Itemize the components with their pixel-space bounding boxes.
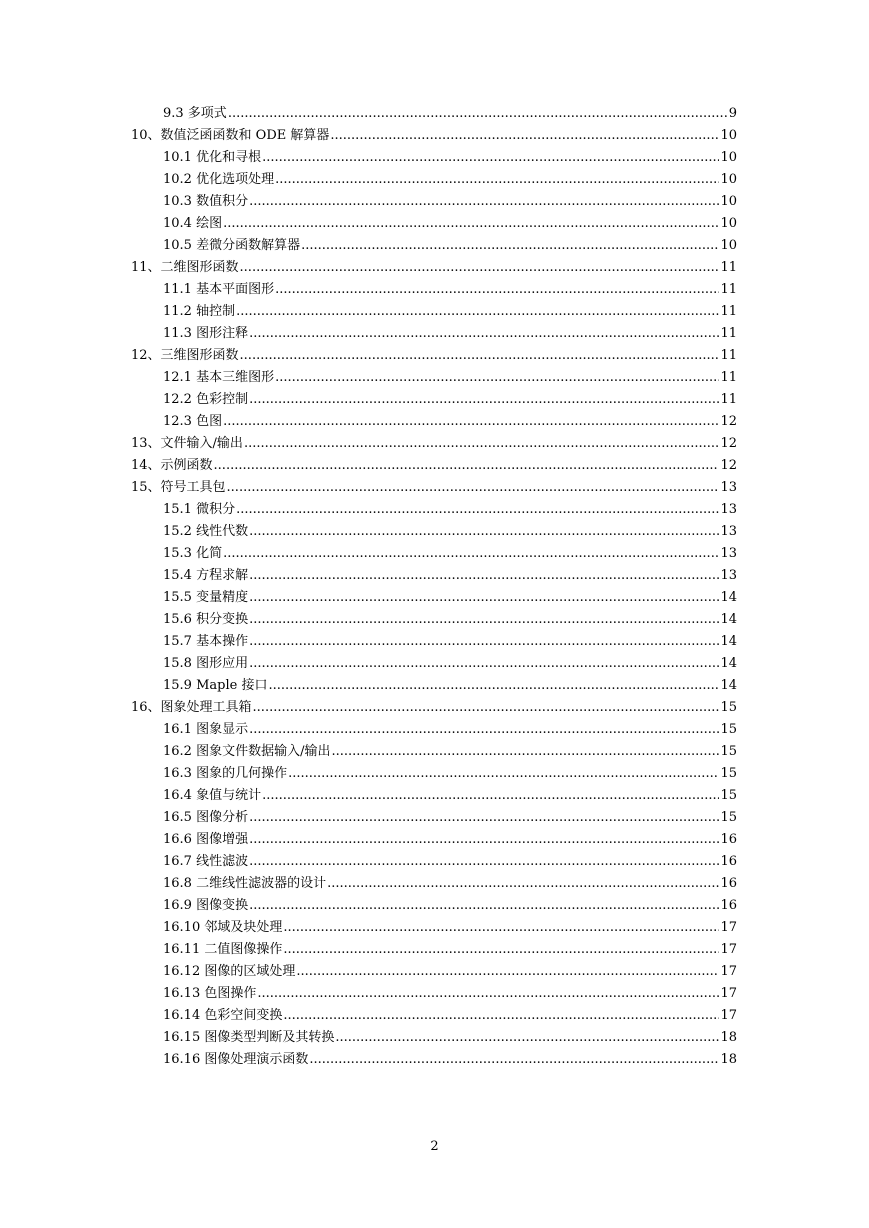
toc-entry-page-number: 13	[720, 546, 737, 561]
toc-dot-leader	[330, 125, 719, 147]
toc-entry[interactable]	[131, 257, 737, 279]
toc-dot-leader	[249, 521, 719, 543]
toc-dot-leader	[275, 367, 719, 389]
toc-entry[interactable]	[131, 125, 737, 147]
toc-entry-title: 9.3 多项式	[163, 106, 227, 121]
toc-entry-title: 15.1 微积分	[163, 502, 236, 517]
toc-entry[interactable]	[131, 873, 737, 895]
toc-dot-leader	[249, 829, 719, 851]
toc-dot-leader	[275, 169, 719, 191]
toc-entry[interactable]	[131, 477, 737, 499]
toc-entry[interactable]	[131, 1049, 737, 1071]
toc-entry[interactable]	[131, 235, 737, 257]
toc-entry-page-number: 10	[720, 172, 737, 187]
toc-dot-leader	[331, 741, 719, 763]
toc-entry-title: 11.1 基本平面图形	[163, 282, 275, 297]
toc-entry-page-number: 11	[720, 326, 737, 341]
toc-entry-title: 12.1 基本三维图形	[163, 370, 275, 385]
toc-entry-title: 13、文件输入/输出	[131, 436, 243, 451]
toc-entry-title: 16.7 线性滤波	[163, 854, 249, 869]
toc-entry[interactable]	[131, 103, 737, 125]
toc-entry-page-number: 10	[720, 238, 737, 253]
toc-entry-title: 10.3 数值积分	[163, 194, 249, 209]
toc-entry-page-number: 14	[720, 590, 737, 605]
toc-entry-title: 16.5 图像分析	[163, 810, 249, 825]
toc-dot-leader	[249, 631, 719, 653]
toc-entry[interactable]	[131, 917, 737, 939]
toc-dot-leader	[249, 565, 719, 587]
toc-entry[interactable]	[131, 433, 737, 455]
toc-entry[interactable]	[131, 785, 737, 807]
toc-entry[interactable]	[131, 1027, 737, 1049]
toc-entry[interactable]	[131, 697, 737, 719]
toc-entry[interactable]	[131, 521, 737, 543]
toc-entry[interactable]	[131, 763, 737, 785]
toc-entry-page-number: 17	[720, 964, 737, 979]
toc-dot-leader	[249, 587, 719, 609]
toc-entry[interactable]	[131, 1005, 737, 1027]
toc-entry-page-number: 17	[720, 920, 737, 935]
toc-entry-title: 16.13 色图操作	[163, 986, 257, 1001]
toc-entry-page-number: 15	[720, 722, 737, 737]
toc-entry[interactable]	[131, 455, 737, 477]
toc-dot-leader	[236, 499, 719, 521]
toc-entry-page-number: 15	[720, 766, 737, 781]
toc-entry-title: 16.11 二值图像操作	[163, 942, 283, 957]
toc-entry[interactable]	[131, 323, 737, 345]
toc-entry[interactable]	[131, 741, 737, 763]
toc-entry-page-number: 17	[720, 942, 737, 957]
toc-entry[interactable]	[131, 939, 737, 961]
toc-entry[interactable]	[131, 631, 737, 653]
toc-entry-page-number: 13	[720, 524, 737, 539]
toc-dot-leader	[244, 433, 720, 455]
toc-dot-leader	[253, 697, 720, 719]
toc-entry[interactable]	[131, 719, 737, 741]
toc-entry-page-number: 11	[720, 260, 737, 275]
toc-entry-title: 16.3 图象的几何操作	[163, 766, 288, 781]
toc-entry-page-number: 12	[720, 436, 737, 451]
toc-entry-page-number: 11	[720, 304, 737, 319]
toc-dot-leader	[283, 917, 719, 939]
toc-dot-leader	[249, 653, 719, 675]
toc-dot-leader	[249, 719, 719, 741]
toc-entry-page-number: 17	[720, 1008, 737, 1023]
toc-entry-title: 14、示例函数	[131, 458, 213, 473]
toc-entry[interactable]	[131, 191, 737, 213]
toc-entry-page-number: 15	[720, 788, 737, 803]
toc-dot-leader	[249, 895, 719, 917]
toc-entry-page-number: 18	[720, 1052, 737, 1067]
toc-entry-page-number: 17	[720, 986, 737, 1001]
toc-entry-title: 16.2 图象文件数据输入/输出	[163, 744, 331, 759]
page-number: 2	[430, 1139, 439, 1154]
toc-entry-page-number: 11	[720, 392, 737, 407]
toc-dot-leader	[327, 873, 719, 895]
toc-entry-page-number: 12	[720, 414, 737, 429]
toc-entry-page-number: 16	[720, 898, 737, 913]
toc-dot-leader	[227, 477, 720, 499]
toc-entry-title: 15.3 化简	[163, 546, 223, 561]
toc-entry[interactable]	[131, 543, 737, 565]
toc-entry-title: 10.4 绘图	[163, 216, 223, 231]
toc-entry-title: 15.9 Maple 接口	[163, 678, 268, 693]
toc-entry-title: 15.2 线性代数	[163, 524, 249, 539]
toc-entry-page-number: 13	[720, 502, 737, 517]
toc-entry-title: 16.16 图像处理演示函数	[163, 1052, 309, 1067]
toc-entry-page-number: 15	[720, 744, 737, 759]
toc-dot-leader	[288, 763, 719, 785]
toc-dot-leader	[223, 411, 719, 433]
toc-entry[interactable]	[131, 389, 737, 411]
toc-entry-title: 16.14 色彩空间变换	[163, 1008, 283, 1023]
toc-entry-page-number: 15	[720, 810, 737, 825]
toc-dot-leader	[301, 235, 719, 257]
toc-entry-page-number: 10	[720, 150, 737, 165]
toc-entry[interactable]	[131, 169, 737, 191]
table-of-contents	[131, 103, 737, 1071]
toc-entry-page-number: 9	[728, 106, 737, 121]
toc-entry-page-number: 15	[720, 700, 737, 715]
toc-entry-page-number: 11	[720, 348, 737, 363]
toc-entry-title: 10.1 优化和寻根	[163, 150, 262, 165]
toc-entry[interactable]	[131, 653, 737, 675]
toc-dot-leader	[335, 1027, 719, 1049]
toc-entry-page-number: 13	[720, 480, 737, 495]
toc-entry-title: 16.4 象值与统计	[163, 788, 262, 803]
toc-entry-title: 16.10 邻域及块处理	[163, 920, 283, 935]
toc-entry-page-number: 16	[720, 832, 737, 847]
toc-dot-leader	[283, 1005, 719, 1027]
toc-entry[interactable]	[131, 829, 737, 851]
toc-entry-title: 15.4 方程求解	[163, 568, 249, 583]
toc-entry-title: 10.5 差微分函数解算器	[163, 238, 301, 253]
toc-entry-page-number: 16	[720, 876, 737, 891]
toc-dot-leader	[283, 939, 719, 961]
toc-dot-leader	[223, 213, 719, 235]
toc-dot-leader	[249, 191, 719, 213]
toc-dot-leader	[296, 961, 719, 983]
toc-dot-leader	[249, 609, 719, 631]
toc-entry-title: 16.12 图像的区域处理	[163, 964, 296, 979]
toc-entry-title: 16.8 二维线性滤波器的设计	[163, 876, 327, 891]
toc-dot-leader	[249, 323, 719, 345]
toc-entry-title: 12、三维图形函数	[131, 348, 239, 363]
toc-entry-title: 11.3 图形注释	[163, 326, 249, 341]
toc-entry[interactable]	[131, 279, 737, 301]
toc-dot-leader	[268, 675, 719, 697]
toc-entry-title: 15.5 变量精度	[163, 590, 249, 605]
toc-entry-page-number: 13	[720, 568, 737, 583]
toc-entry-page-number: 10	[720, 194, 737, 209]
toc-entry[interactable]	[131, 807, 737, 829]
toc-dot-leader	[214, 455, 720, 477]
toc-entry[interactable]	[131, 411, 737, 433]
toc-entry[interactable]	[131, 961, 737, 983]
toc-entry-title: 16.1 图象显示	[163, 722, 249, 737]
toc-entry-title: 15.6 积分变换	[163, 612, 249, 627]
toc-entry-page-number: 14	[720, 612, 737, 627]
toc-entry[interactable]	[131, 301, 737, 323]
toc-dot-leader	[240, 257, 720, 279]
toc-dot-leader	[223, 543, 719, 565]
toc-dot-leader	[309, 1049, 719, 1071]
toc-entry-title: 10、数值泛函函数和 ODE 解算器	[131, 128, 330, 143]
toc-entry-title: 10.2 优化选项处理	[163, 172, 275, 187]
toc-entry[interactable]	[131, 983, 737, 1005]
toc-entry-title: 11、二维图形函数	[131, 260, 239, 275]
toc-dot-leader	[249, 389, 719, 411]
toc-entry-title: 16.15 图像类型判断及其转换	[163, 1030, 335, 1045]
toc-entry-page-number: 10	[720, 216, 737, 231]
toc-entry[interactable]	[131, 345, 737, 367]
toc-entry[interactable]	[131, 367, 737, 389]
toc-entry[interactable]	[131, 675, 737, 697]
toc-entry-title: 16.6 图像增强	[163, 832, 249, 847]
toc-dot-leader	[236, 301, 719, 323]
toc-entry[interactable]	[131, 147, 737, 169]
toc-entry-page-number: 11	[720, 370, 737, 385]
toc-entry-page-number: 14	[720, 656, 737, 671]
toc-entry-title: 15.8 图形应用	[163, 656, 249, 671]
toc-entry-title: 16.9 图像变换	[163, 898, 249, 913]
toc-dot-leader	[240, 345, 720, 367]
toc-entry[interactable]	[131, 609, 737, 631]
toc-dot-leader	[249, 851, 719, 873]
toc-entry-title: 15、符号工具包	[131, 480, 226, 495]
toc-entry[interactable]	[131, 895, 737, 917]
toc-entry-page-number: 10	[720, 128, 737, 143]
toc-dot-leader	[262, 785, 719, 807]
toc-entry-page-number: 14	[720, 678, 737, 693]
toc-entry[interactable]	[131, 587, 737, 609]
toc-entry-page-number: 16	[720, 854, 737, 869]
toc-entry-page-number: 18	[720, 1030, 737, 1045]
toc-entry-title: 12.3 色图	[163, 414, 223, 429]
toc-dot-leader	[228, 103, 728, 125]
toc-entry[interactable]	[131, 499, 737, 521]
toc-entry-title: 15.7 基本操作	[163, 634, 249, 649]
toc-dot-leader	[257, 983, 719, 1005]
toc-entry[interactable]	[131, 213, 737, 235]
toc-entry-title: 12.2 色彩控制	[163, 392, 249, 407]
toc-entry-page-number: 14	[720, 634, 737, 649]
toc-entry-page-number: 12	[720, 458, 737, 473]
toc-entry-page-number: 11	[720, 282, 737, 297]
toc-entry-title: 11.2 轴控制	[163, 304, 236, 319]
toc-dot-leader	[249, 807, 719, 829]
toc-entry[interactable]	[131, 851, 737, 873]
toc-entry[interactable]	[131, 565, 737, 587]
toc-dot-leader	[275, 279, 719, 301]
toc-dot-leader	[262, 147, 719, 169]
toc-entry-title: 16、图象处理工具箱	[131, 700, 252, 715]
